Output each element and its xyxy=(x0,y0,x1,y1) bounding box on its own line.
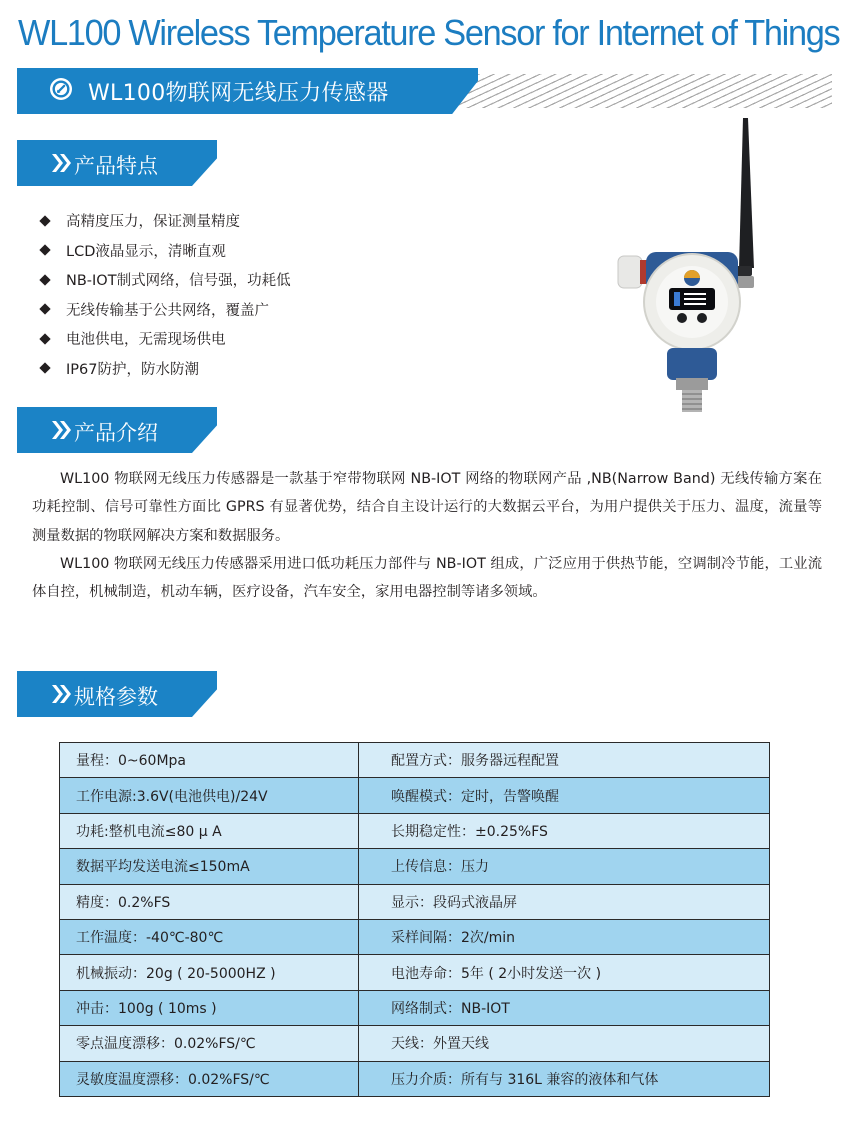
spec-row xyxy=(60,919,770,954)
product-image xyxy=(612,118,777,414)
spec-row xyxy=(60,778,770,813)
feature-text: IP67防护，防水防潮 xyxy=(66,361,199,378)
double-chevron-right-icon xyxy=(50,683,74,705)
feature-text: LCD液晶显示，清晰直观 xyxy=(66,243,226,260)
spec-cell: 配置方式：服务器远程配置 xyxy=(359,743,770,778)
feature-text: 无线传输基于公共网络，覆盖广 xyxy=(66,302,269,319)
spec-row xyxy=(60,990,770,1025)
gauge-icon xyxy=(50,78,72,100)
feature-text: NB-IOT制式网络，信号强，功耗低 xyxy=(66,273,291,290)
section-title-specs: 规格参数 xyxy=(74,685,158,709)
spec-cell: 采样间隔：2次/min xyxy=(359,919,770,954)
spec-cell: 精度：0.2%FS xyxy=(60,884,359,919)
diamond-bullet-icon xyxy=(39,215,50,226)
feature-item xyxy=(38,354,291,384)
spec-row xyxy=(60,955,770,990)
feature-text: 电池供电，无需现场供电 xyxy=(66,332,226,349)
spec-cell: 压力介质：所有与 316L 兼容的液体和气体 xyxy=(359,1061,770,1096)
spec-row xyxy=(60,849,770,884)
double-chevron-right-icon xyxy=(50,152,74,174)
feature-list xyxy=(38,206,291,383)
spec-cell: 功耗:整机电流≤80 μ A xyxy=(60,813,359,848)
double-chevron-right-icon xyxy=(50,419,74,441)
spec-cell: 工作温度：-40℃-80℃ xyxy=(60,919,359,954)
feature-text: 高精度压力，保证测量精度 xyxy=(66,214,240,231)
spec-row xyxy=(60,743,770,778)
spec-row xyxy=(60,813,770,848)
intro-text xyxy=(32,465,822,606)
section-title-features: 产品特点 xyxy=(74,154,158,178)
spec-cell: 灵敏度温度漂移：0.02%FS/℃ xyxy=(60,1061,359,1096)
feature-item xyxy=(38,295,291,325)
spec-row xyxy=(60,1061,770,1096)
intro-paragraph: WL100 物联网无线压力传感器采用进口低功耗压力部件与 NB-IOT 组成，广泛应用于供热节能，空调制冷节能，工业流体自控，机械制造，机动车辆，医疗设备，汽车安全，家用电器控制等诸多领域。 xyxy=(32,555,822,601)
spec-cell: 冲击：100g ( 10ms ) xyxy=(60,990,359,1025)
spec-cell: 唤醒模式：定时，告警唤醒 xyxy=(359,778,770,813)
spec-cell: 网络制式：NB-IOT xyxy=(359,990,770,1025)
feature-item xyxy=(38,265,291,295)
spec-cell: 天线：外置天线 xyxy=(359,1026,770,1061)
diamond-bullet-icon xyxy=(39,304,50,315)
spec-cell: 零点温度漂移：0.02%FS/℃ xyxy=(60,1026,359,1061)
spec-row xyxy=(60,1026,770,1061)
diamond-bullet-icon xyxy=(39,363,50,374)
page-title: WL100 Wireless Temperature Sensor for Internet of Things xyxy=(18,12,840,53)
diamond-bullet-icon xyxy=(39,333,50,344)
spec-cell: 量程：0~60Mpa xyxy=(60,743,359,778)
spec-row xyxy=(60,884,770,919)
feature-item xyxy=(38,236,291,266)
spec-cell: 机械振动：20g ( 20-5000HZ ) xyxy=(60,955,359,990)
spec-table xyxy=(59,742,770,1097)
diamond-bullet-icon xyxy=(39,245,50,256)
banner-hatch-decoration xyxy=(455,74,832,108)
section-title-intro: 产品介绍 xyxy=(74,421,158,445)
spec-cell: 工作电源:3.6V(电池供电)/24V xyxy=(60,778,359,813)
spec-cell: 长期稳定性：±0.25%FS xyxy=(359,813,770,848)
spec-cell: 显示：段码式液晶屏 xyxy=(359,884,770,919)
banner-title: WL100物联网无线压力传感器 xyxy=(88,81,389,106)
spec-cell: 上传信息：压力 xyxy=(359,849,770,884)
feature-item xyxy=(38,206,291,236)
feature-item xyxy=(38,324,291,354)
intro-paragraph: WL100 物联网无线压力传感器是一款基于窄带物联网 NB-IOT 网络的物联网产品 ,NB(Narrow Band) 无线传输方案在功耗控制、信号可靠性方面比 GPRS 有显著优势，结合自主设计运行的大数据云平台，为用户提供关于压力、温度，流量等测量数据的物联网解决方案和数据服务。 xyxy=(32,471,822,544)
diamond-bullet-icon xyxy=(39,274,50,285)
spec-cell: 数据平均发送电流≤150mA xyxy=(60,849,359,884)
spec-cell: 电池寿命：5年 ( 2小时发送一次 ) xyxy=(359,955,770,990)
